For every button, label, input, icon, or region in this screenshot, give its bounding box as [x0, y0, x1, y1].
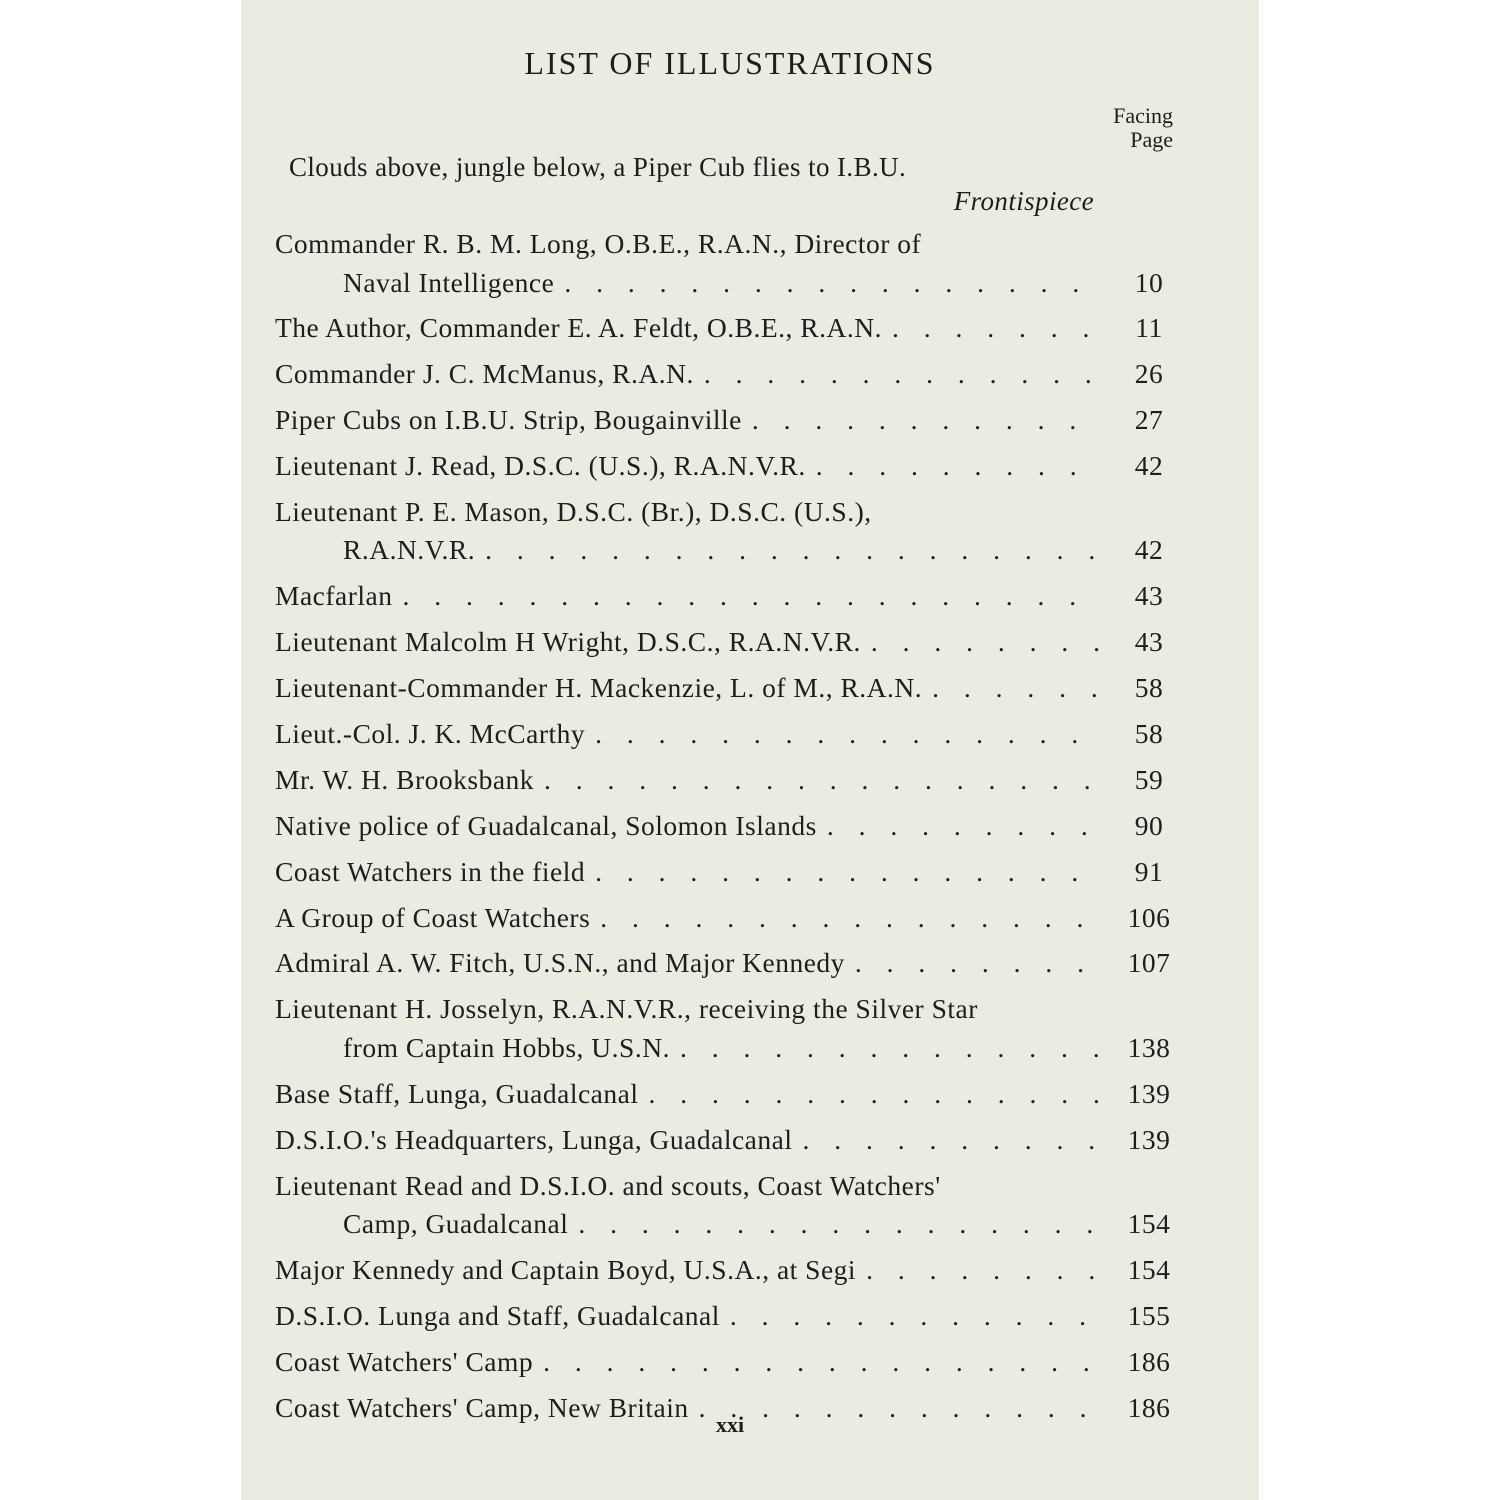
caption-text: Admiral A. W. Fitch, U.S.N., and Major Kennedy [275, 947, 845, 979]
dot-leader [694, 355, 1103, 394]
caption-line [275, 493, 1103, 532]
frontispiece-caption: Clouds above, jungle below, a Piper Cub flies to I.B.U. [289, 152, 907, 182]
facing-page-number: 138 [1127, 1031, 1171, 1063]
facing-page-number: 43 [1134, 626, 1164, 658]
list-item [275, 944, 1195, 983]
caption-line [275, 355, 1103, 394]
caption-text: Lieutenant Malcolm H Wright, D.S.C., R.A.N.V.R. [275, 626, 861, 658]
list-item [275, 669, 1195, 708]
list-item [275, 1251, 1195, 1290]
caption-text: Major Kennedy and Captain Boyd, U.S.A., at Segi [275, 1253, 857, 1285]
frontispiece-label: Frontispiece [953, 186, 1094, 216]
caption-text: Lieutenant H. Josselyn, R.A.N.V.R., receiving the Silver Star [275, 993, 978, 1025]
entry-caption [275, 1343, 1103, 1382]
caption-text: Macfarlan [275, 580, 393, 612]
caption-text: Lieut.-Col. J. K. McCarthy [275, 718, 586, 750]
book-page [241, 0, 1259, 1500]
caption-line [275, 1205, 1103, 1244]
facing-page-number: 186 [1127, 1345, 1171, 1377]
entry-caption [275, 577, 1103, 616]
caption-text: Lieutenant-Commander H. Mackenzie, L. of M., R.A.N. [275, 672, 923, 704]
dot-leader [475, 531, 1103, 570]
list-item [275, 1297, 1195, 1336]
caption-line [275, 447, 1103, 486]
entry-caption [275, 715, 1103, 754]
entry-caption [275, 761, 1103, 800]
facing-page-number: 139 [1127, 1077, 1171, 1109]
list-item [275, 761, 1195, 800]
facing-page-number: 58 [1134, 672, 1164, 704]
entry-caption [275, 1075, 1103, 1114]
caption-text: Base Staff, Lunga, Guadalcanal [275, 1077, 639, 1109]
caption-line [275, 225, 1103, 264]
caption-text: Naval Intelligence [343, 266, 555, 298]
frontispiece-entry [289, 148, 1094, 216]
dot-leader [856, 1251, 1103, 1290]
dot-leader [590, 899, 1103, 938]
caption-line [275, 309, 1103, 348]
caption-text: D.S.I.O. Lunga and Staff, Guadalcanal [275, 1299, 720, 1331]
caption-line [275, 1343, 1103, 1382]
entry-caption [275, 493, 1103, 570]
facing-page-number: 27 [1134, 404, 1164, 436]
dot-leader [720, 1297, 1103, 1336]
dot-leader [882, 309, 1103, 348]
dot-leader [533, 1343, 1103, 1382]
list-item [275, 1075, 1195, 1114]
entry-caption [275, 1167, 1103, 1244]
caption-line [275, 715, 1103, 754]
entry-caption [275, 899, 1103, 938]
facing-page-number: 10 [1134, 266, 1164, 298]
caption-line [275, 853, 1103, 892]
entry-caption [275, 807, 1103, 846]
list-item [275, 807, 1195, 846]
caption-text: Commander R. B. M. Long, O.B.E., R.A.N., Director of [275, 228, 922, 259]
list-item [275, 577, 1195, 616]
caption-line [275, 1297, 1103, 1336]
caption-line [275, 531, 1103, 570]
list-item [275, 401, 1195, 440]
caption-text: Camp, Guadalcanal [343, 1208, 569, 1240]
dot-leader [817, 807, 1103, 846]
facing-page-header [1113, 104, 1173, 152]
facing-page-number: 154 [1127, 1253, 1171, 1285]
facing-page-number: 26 [1134, 358, 1164, 390]
page-label: Page [1130, 127, 1173, 152]
caption-text: Lieutenant J. Read, D.S.C. (U.S.), R.A.N.V.R. [275, 450, 806, 482]
caption-line [275, 761, 1103, 800]
caption-text: Lieutenant Read and D.S.I.O. and scouts, Coast Watchers' [275, 1169, 941, 1201]
dot-leader [742, 401, 1103, 440]
list-item [275, 1121, 1195, 1160]
list-item [275, 1343, 1195, 1382]
caption-text: Coast Watchers' Camp, New Britain [275, 1391, 689, 1423]
caption-line [275, 1121, 1103, 1160]
caption-text: A Group of Coast Watchers [275, 901, 591, 933]
entry-caption [275, 225, 1103, 302]
dot-leader [845, 944, 1103, 983]
caption-text: The Author, Commander E. A. Feldt, O.B.E., R.A.N. [275, 312, 882, 344]
facing-page-number: 155 [1127, 1299, 1171, 1331]
entry-caption [275, 1121, 1103, 1160]
list-item [275, 447, 1195, 486]
dot-leader [638, 1075, 1103, 1114]
caption-text: Coast Watchers' Camp [275, 1345, 534, 1377]
list-item [275, 715, 1195, 754]
facing-page-number: 90 [1134, 809, 1164, 841]
facing-page-number: 59 [1134, 763, 1164, 795]
caption-text: Native police of Guadalcanal, Solomon Islands [275, 809, 817, 841]
caption-text: from Captain Hobbs, U.S.N. [343, 1031, 670, 1063]
caption-text: Coast Watchers in the field [275, 855, 586, 887]
caption-line [275, 899, 1103, 938]
dot-leader [392, 577, 1103, 616]
page-title: LIST OF ILLUSTRATIONS [524, 45, 936, 81]
entry-caption [275, 944, 1103, 983]
list-item [275, 1167, 1195, 1244]
facing-page-number: 107 [1127, 947, 1171, 979]
facing-page-number: 186 [1127, 1391, 1171, 1423]
dot-leader [670, 1029, 1103, 1068]
caption-line [275, 1167, 1103, 1206]
entry-caption [275, 447, 1103, 486]
caption-line [275, 1075, 1103, 1114]
entry-caption [275, 1251, 1103, 1290]
entry-caption [275, 309, 1103, 348]
facing-page-number: 43 [1134, 580, 1164, 612]
list-item [275, 623, 1195, 662]
illustration-list [275, 225, 1195, 1434]
entry-caption [275, 853, 1103, 892]
dot-leader [806, 447, 1103, 486]
facing-page-number: 11 [1135, 312, 1163, 344]
caption-line [275, 264, 1103, 303]
list-item [275, 990, 1195, 1067]
caption-line [275, 623, 1103, 662]
list-item [275, 899, 1195, 938]
dot-leader [554, 264, 1103, 303]
dot-leader [585, 715, 1103, 754]
caption-line [275, 944, 1103, 983]
caption-text: Commander J. C. McManus, R.A.N. [275, 358, 694, 390]
dot-leader [861, 623, 1103, 662]
dot-leader [922, 669, 1103, 708]
caption-text: R.A.N.V.R. [343, 534, 476, 566]
facing-page-number: 139 [1127, 1123, 1171, 1155]
list-item [275, 309, 1195, 348]
caption-text: Mr. W. H. Brooksbank [275, 763, 535, 795]
list-item [275, 225, 1195, 302]
entry-caption [275, 1297, 1103, 1336]
entry-caption [275, 401, 1103, 440]
dot-leader [534, 761, 1103, 800]
facing-page-number: 91 [1134, 855, 1164, 887]
caption-text: D.S.I.O.'s Headquarters, Lunga, Guadalcanal [275, 1123, 793, 1155]
facing-page-number: 154 [1127, 1208, 1171, 1240]
list-item [275, 493, 1195, 570]
list-item [275, 853, 1195, 892]
page-number: xxi [715, 1412, 745, 1437]
caption-line [275, 669, 1103, 708]
facing-label: Facing [1113, 103, 1173, 128]
facing-page-number: 42 [1134, 534, 1164, 566]
entry-caption [275, 623, 1103, 662]
caption-line [275, 807, 1103, 846]
dot-leader [792, 1121, 1103, 1160]
facing-page-number: 58 [1134, 718, 1164, 750]
dot-leader [568, 1205, 1103, 1244]
caption-line [275, 1251, 1103, 1290]
entry-caption [275, 669, 1103, 708]
caption-line [275, 401, 1103, 440]
caption-line [275, 1029, 1103, 1068]
facing-page-number: 42 [1134, 450, 1164, 482]
entry-caption [275, 355, 1103, 394]
caption-line [275, 577, 1103, 616]
facing-page-number: 106 [1127, 901, 1171, 933]
entry-caption [275, 990, 1103, 1067]
dot-leader [585, 853, 1103, 892]
list-item [275, 355, 1195, 394]
caption-text: Piper Cubs on I.B.U. Strip, Bougainville [275, 404, 742, 436]
caption-text: Lieutenant P. E. Mason, D.S.C. (Br.), D.S.C. (U.S.), [275, 495, 872, 527]
caption-line [275, 990, 1103, 1029]
